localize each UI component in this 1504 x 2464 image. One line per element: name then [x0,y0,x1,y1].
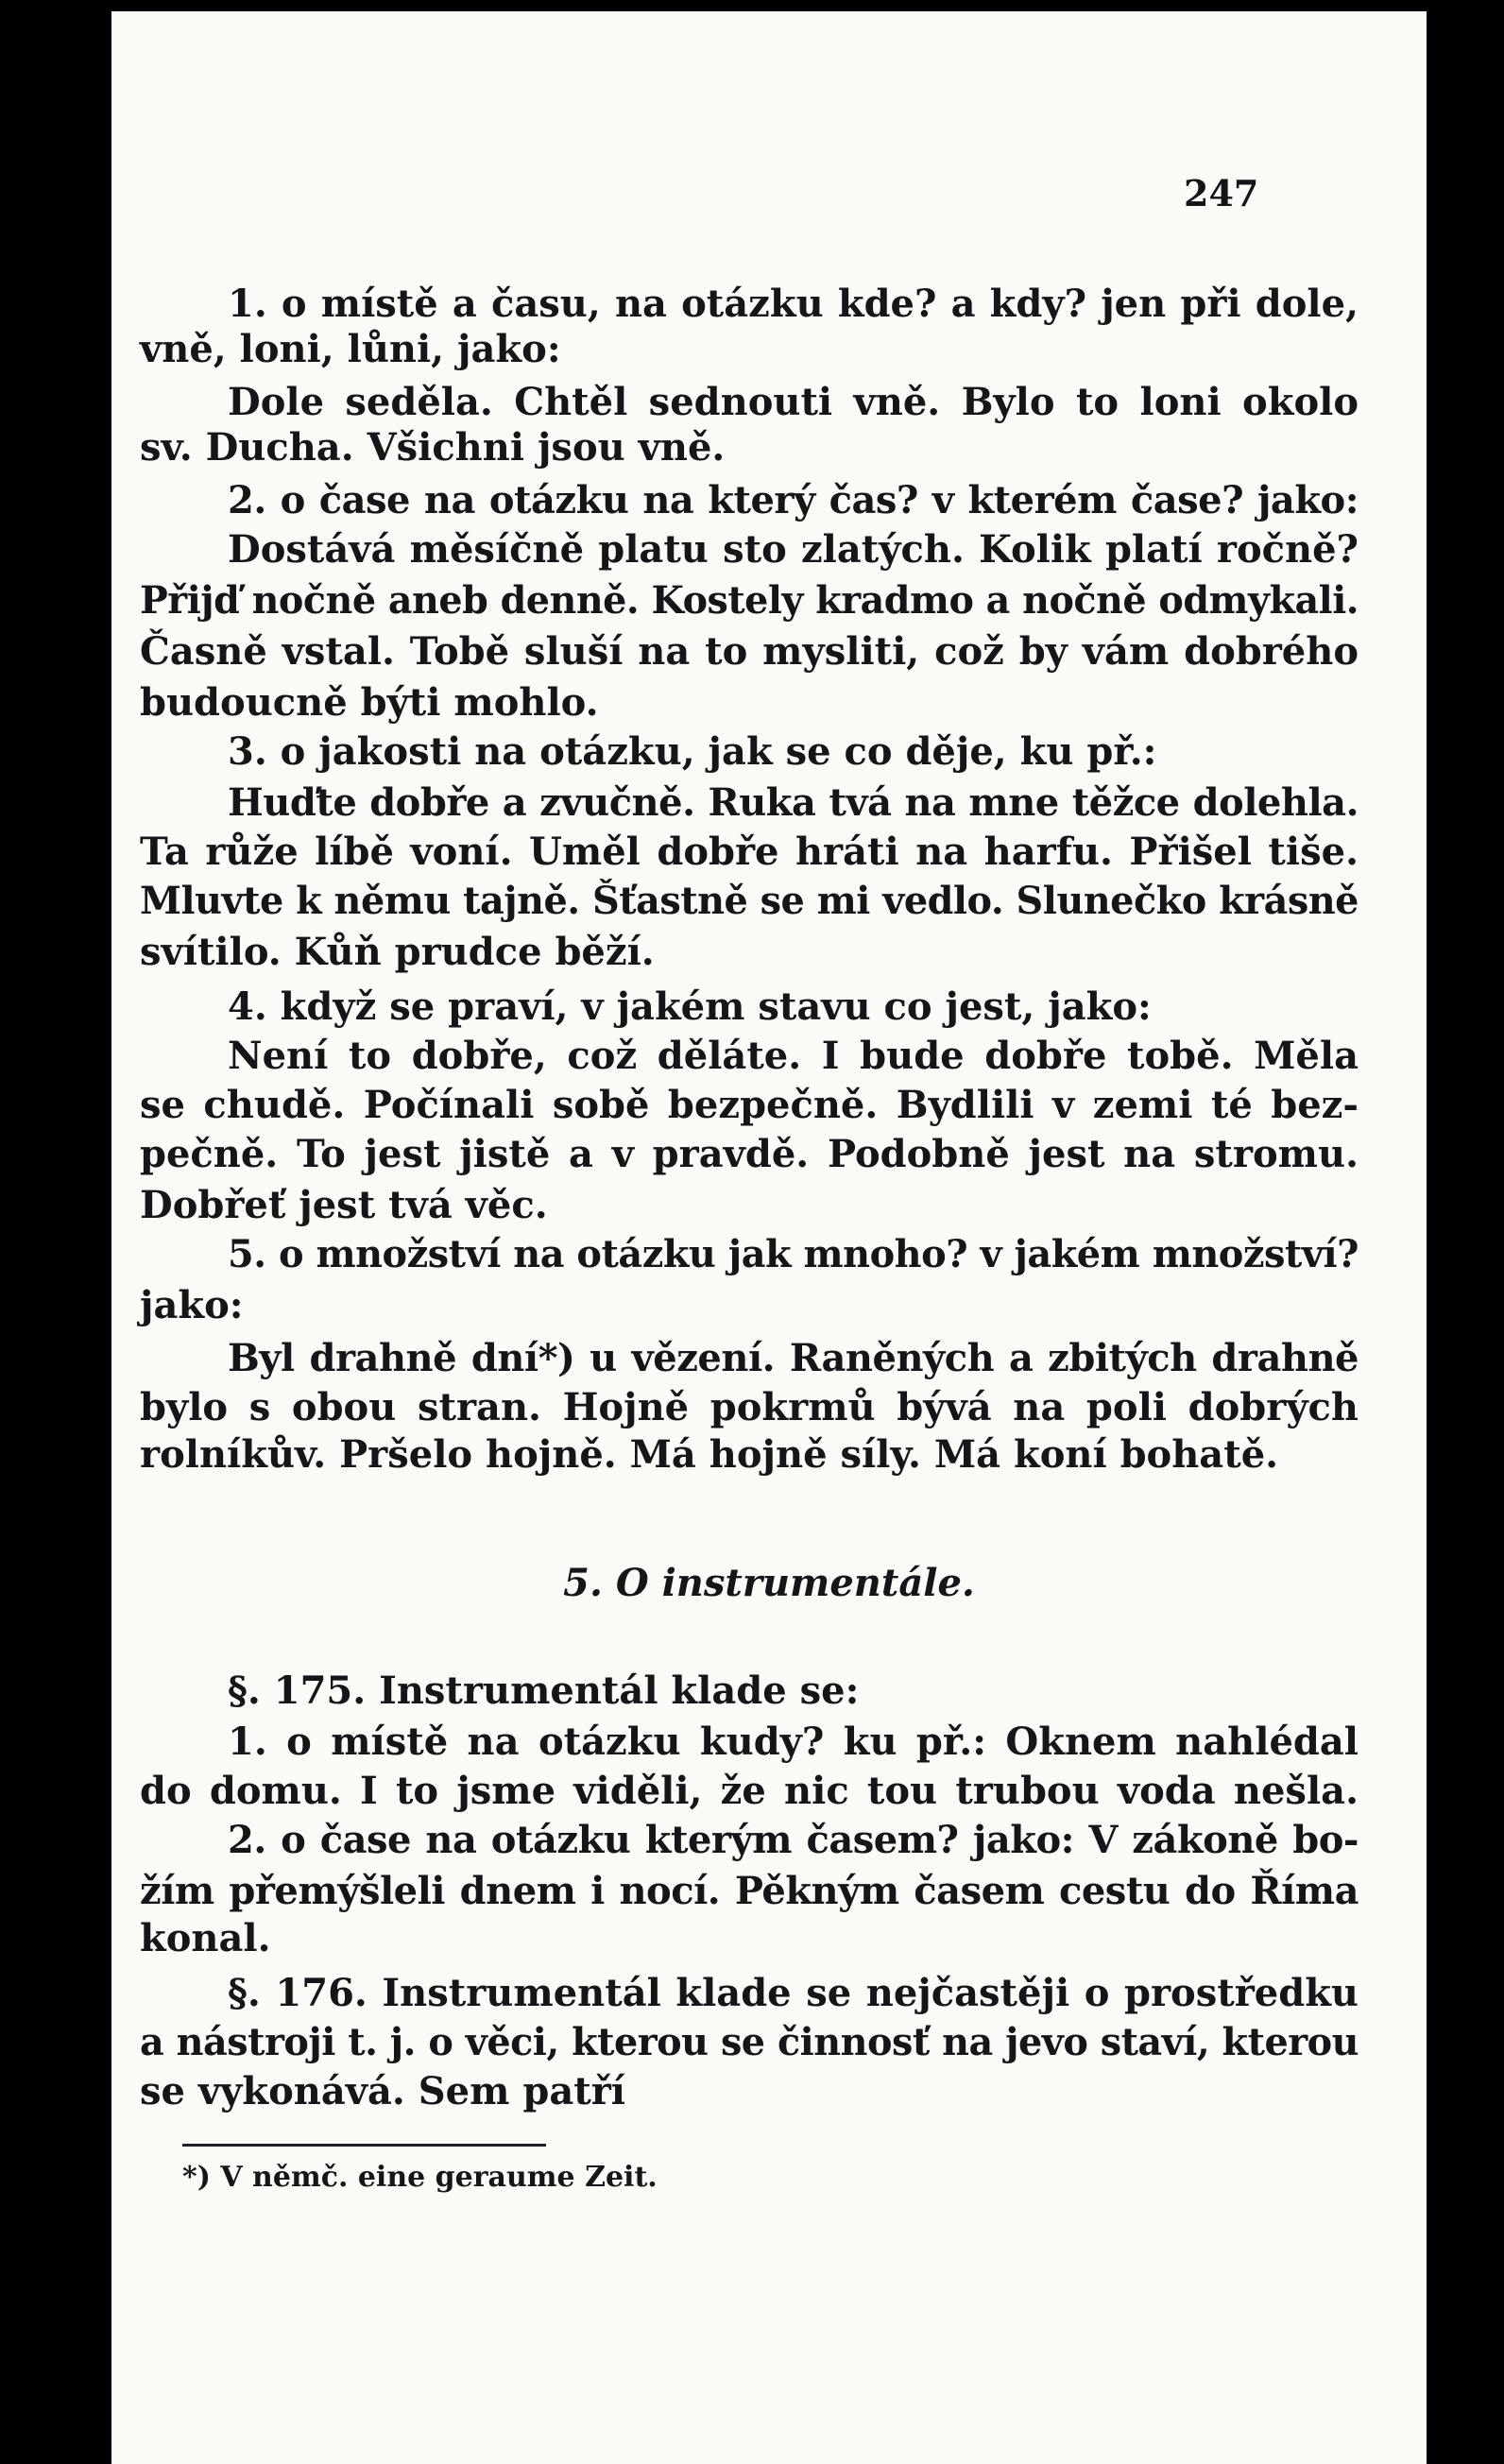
text-line: se chudě. Počínali sobě bezpečně. Bydlili v zemi té bez- [140,1083,1359,1127]
text-line: do domu. I to jsme viděli, že nic tou trubou voda nešla. [140,1769,1359,1813]
text-line: Ta růže líbě voní. Uměl dobře hráti na harfu. Přišel tiše. [140,830,1359,874]
footnote: *) V němč. eine geraume Zeit. [182,2161,658,2194]
text-line: sv. Ducha. Všichni jsou vně. [140,425,726,470]
text-line: jako: [140,1283,244,1327]
text-line: Přijď nočně aneb denně. Kostely kradmo a nočně odmykali. [140,578,1359,623]
section-heading: 5. O instrumentále. [563,1561,975,1605]
text-line: 5. o množství na otázku jak mnoho? v jakém množství? [228,1232,1359,1276]
footnote-rule [182,2144,546,2147]
text-line: bylo s obou stran. Hojně pokrmů bývá na poli dobrých [140,1385,1359,1429]
text-line: rolníkův. Pršelo hojně. Má hojně síly. Má koní bohatě. [140,1432,1279,1477]
text-line: 2. o čase na otázku kterým časem? jako: V zákoně bo- [228,1818,1359,1862]
text-line: budoucně býti mohlo. [140,680,599,725]
text-line: pečně. To jest jistě a v pravdě. Podobně jest na stromu. [140,1132,1359,1176]
text-line: Dobřeť jest tvá věc. [140,1183,548,1227]
text-line: Dole seděla. Chtěl sednouti vně. Bylo to loni okolo [228,380,1359,424]
text-line: 1. o místě a času, na otázku kde? a kdy? jen při dole, [228,282,1359,326]
text-line: 2. o čase na otázku na který čas? v kterém čase? jako: [228,478,1359,522]
text-line: §. 176. Instrumentál klade se nejčastěji o prostředku [228,1971,1359,2015]
text-line: Dostává měsíčně platu sto zlatých. Kolik platí ročně? [228,527,1359,572]
text-line: žím přemýšleli dnem i nocí. Pěkným časem cestu do Říma [140,1869,1359,1913]
text-line: konal. [140,1916,271,1960]
text-line: vně, loni, lůni, jako: [140,327,561,371]
text-line: Není to dobře, což děláte. I bude dobře tobě. Měla [228,1034,1359,1078]
book-page [111,11,1427,2464]
text-line: a nástroji t. j. o věci, kterou se činnosť na jevo staví, kterou [140,2020,1359,2064]
text-line: Mluvte k němu tajně. Šťastně se mi vedlo. Slunečko krásně [140,879,1359,923]
text-line: §. 175. Instrumentál klade se: [228,1668,860,1713]
text-line: svítilo. Kůň prudce běží. [140,930,655,974]
text-line: Časně vstal. Tobě sluší na to mysliti, což by vám dobrého [140,629,1359,674]
text-line: Huďte dobře a zvučně. Ruka tvá na mne těžce dolehla. [228,780,1359,825]
text-line: Byl drahně dní*) u vězení. Raněných a zbitých drahně [228,1336,1359,1380]
page-number: 247 [1184,172,1259,214]
text-line: se vykonává. Sem patří [140,2069,626,2113]
text-line: 1. o místě na otázku kudy? ku př.: Oknem nahlédal [228,1720,1359,1764]
text-line: 4. když se praví, v jakém stavu co jest, jako: [228,984,1152,1029]
text-line: 3. o jakosti na otázku, jak se co děje, ku př.: [228,729,1157,774]
